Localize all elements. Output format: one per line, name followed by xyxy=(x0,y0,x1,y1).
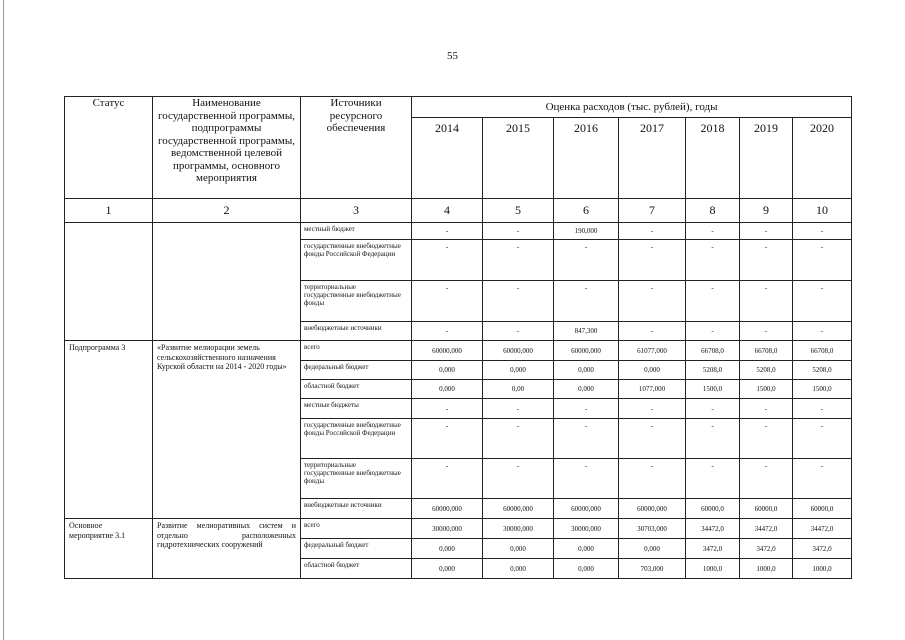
row-status: Основное мероприятие 3.1 xyxy=(65,519,153,579)
value-cell: 1500,0 xyxy=(686,380,740,399)
row-name xyxy=(153,223,301,341)
column-number: 7 xyxy=(619,199,686,223)
value-cell: - xyxy=(412,240,483,281)
value-cell: 0,000 xyxy=(412,539,483,559)
source-cell: федеральный бюджет xyxy=(301,361,412,380)
source-cell: местный бюджет xyxy=(301,223,412,240)
header-estimate: Оценка расходов (тыс. рублей), годы xyxy=(412,97,852,118)
value-cell: 30703,000 xyxy=(619,519,686,539)
value-cell: 5208,0 xyxy=(740,361,793,380)
header-year: 2019 xyxy=(740,118,793,199)
page-number: 55 xyxy=(447,50,458,62)
value-cell: 3472,0 xyxy=(740,539,793,559)
value-cell: - xyxy=(554,419,619,459)
value-cell: 34472,0 xyxy=(740,519,793,539)
value-cell: 60000,000 xyxy=(554,499,619,519)
value-cell: 1000,0 xyxy=(740,559,793,579)
value-cell: - xyxy=(554,281,619,322)
value-cell: 60000,000 xyxy=(619,499,686,519)
value-cell: - xyxy=(619,399,686,419)
source-cell: областной бюджет xyxy=(301,380,412,399)
value-cell: - xyxy=(686,459,740,499)
row-status: Подпрограмма 3 xyxy=(65,341,153,519)
value-cell: - xyxy=(740,322,793,341)
value-cell: - xyxy=(686,240,740,281)
value-cell: 5208,0 xyxy=(686,361,740,380)
page-left-edge xyxy=(3,0,4,640)
value-cell: 0,000 xyxy=(554,361,619,380)
value-cell: - xyxy=(619,459,686,499)
value-cell: - xyxy=(740,419,793,459)
header-sources: Источники ресурсного обеспечения xyxy=(301,97,412,199)
value-cell: - xyxy=(793,322,852,341)
value-cell: 30000,000 xyxy=(412,519,483,539)
row-name: «Развитие мелиорации земель сельскохозяйственного назначения Курской области на 2014 - 2020 годы» xyxy=(153,341,301,519)
value-cell: 60000,000 xyxy=(412,341,483,361)
value-cell: - xyxy=(740,240,793,281)
value-cell: 60000,000 xyxy=(483,499,554,519)
value-cell: 0,00 xyxy=(483,380,554,399)
value-cell: - xyxy=(554,240,619,281)
value-cell: - xyxy=(793,240,852,281)
header-year: 2016 xyxy=(554,118,619,199)
value-cell: 1000,0 xyxy=(686,559,740,579)
value-cell: 60000,0 xyxy=(740,499,793,519)
value-cell: - xyxy=(554,459,619,499)
value-cell: 0,000 xyxy=(619,539,686,559)
table-row xyxy=(65,223,852,240)
value-cell: - xyxy=(483,459,554,499)
value-cell: - xyxy=(619,240,686,281)
value-cell: 0,000 xyxy=(412,361,483,380)
value-cell: 3472,0 xyxy=(686,539,740,559)
value-cell: - xyxy=(793,223,852,240)
value-cell: - xyxy=(412,322,483,341)
value-cell: 34472,0 xyxy=(686,519,740,539)
value-cell: - xyxy=(412,459,483,499)
source-cell: государственные внебюджетные фонды Российской Федерации xyxy=(301,419,412,459)
value-cell: 0,000 xyxy=(412,559,483,579)
header-year: 2014 xyxy=(412,118,483,199)
value-cell: - xyxy=(793,281,852,322)
header-year: 2018 xyxy=(686,118,740,199)
value-cell: - xyxy=(740,281,793,322)
expenditure-table xyxy=(64,96,852,579)
value-cell: 703,000 xyxy=(619,559,686,579)
value-cell: 60000,000 xyxy=(554,341,619,361)
value-cell: 0,000 xyxy=(483,361,554,380)
header-year: 2015 xyxy=(483,118,554,199)
value-cell: 30000,000 xyxy=(483,519,554,539)
value-cell: - xyxy=(740,223,793,240)
source-cell: всего xyxy=(301,341,412,361)
value-cell: 60000,0 xyxy=(793,499,852,519)
value-cell: - xyxy=(619,419,686,459)
value-cell: - xyxy=(740,459,793,499)
row-status xyxy=(65,223,153,341)
value-cell: 60000,0 xyxy=(686,499,740,519)
column-number: 2 xyxy=(153,199,301,223)
source-cell: внебюджетные источники xyxy=(301,322,412,341)
value-cell: - xyxy=(686,223,740,240)
header-year: 2020 xyxy=(793,118,852,199)
column-number: 4 xyxy=(412,199,483,223)
value-cell: - xyxy=(619,223,686,240)
value-cell: - xyxy=(483,281,554,322)
value-cell: 190,000 xyxy=(554,223,619,240)
value-cell: - xyxy=(686,281,740,322)
value-cell: 0,000 xyxy=(483,539,554,559)
value-cell: - xyxy=(619,281,686,322)
source-cell: всего xyxy=(301,519,412,539)
header-year: 2017 xyxy=(619,118,686,199)
source-cell: федеральный бюджет xyxy=(301,539,412,559)
value-cell: - xyxy=(483,223,554,240)
header-name: Наименование государственной программы, подпрограммы государственной программы, ведомственной целевой программы, основного мероприятия xyxy=(153,97,301,199)
value-cell: 0,000 xyxy=(554,380,619,399)
value-cell: 1500,0 xyxy=(793,380,852,399)
value-cell: - xyxy=(793,399,852,419)
value-cell: 847,300 xyxy=(554,322,619,341)
value-cell: - xyxy=(686,399,740,419)
value-cell: 60000,000 xyxy=(483,341,554,361)
value-cell: 60000,000 xyxy=(412,499,483,519)
column-number: 6 xyxy=(554,199,619,223)
value-cell: 61077,000 xyxy=(619,341,686,361)
value-cell: - xyxy=(740,399,793,419)
value-cell: 66708,0 xyxy=(686,341,740,361)
value-cell: - xyxy=(483,399,554,419)
column-number: 3 xyxy=(301,199,412,223)
column-number: 10 xyxy=(793,199,852,223)
value-cell: 0,000 xyxy=(412,380,483,399)
value-cell: - xyxy=(619,322,686,341)
value-cell: 1500,0 xyxy=(740,380,793,399)
value-cell: 66708,0 xyxy=(793,341,852,361)
source-cell: государственные внебюджетные фонды Российской Федерации xyxy=(301,240,412,281)
value-cell: - xyxy=(483,419,554,459)
table-row xyxy=(65,341,852,361)
value-cell: - xyxy=(793,459,852,499)
value-cell: 30000,000 xyxy=(554,519,619,539)
value-cell: - xyxy=(412,281,483,322)
value-cell: - xyxy=(483,240,554,281)
column-number: 8 xyxy=(686,199,740,223)
source-cell: областной бюджет xyxy=(301,559,412,579)
value-cell: 1077,000 xyxy=(619,380,686,399)
value-cell: - xyxy=(412,223,483,240)
value-cell: - xyxy=(412,419,483,459)
column-number: 5 xyxy=(483,199,554,223)
value-cell: 3472,0 xyxy=(793,539,852,559)
value-cell: - xyxy=(412,399,483,419)
source-cell: местные бюджеты xyxy=(301,399,412,419)
value-cell: - xyxy=(686,322,740,341)
column-number: 1 xyxy=(65,199,153,223)
value-cell: 5208,0 xyxy=(793,361,852,380)
value-cell: - xyxy=(793,419,852,459)
row-name: Развитие мелиоративных систем и отдельно расположенных гидротехнических сооружений xyxy=(153,519,301,579)
source-cell: внебюджетные источники xyxy=(301,499,412,519)
source-cell: территориальные государственные внебюджетные фонды xyxy=(301,459,412,499)
value-cell: 0,000 xyxy=(483,559,554,579)
value-cell: - xyxy=(554,399,619,419)
value-cell: 66708,0 xyxy=(740,341,793,361)
value-cell: - xyxy=(686,419,740,459)
value-cell: 0,000 xyxy=(554,559,619,579)
value-cell: 0,000 xyxy=(554,539,619,559)
value-cell: 0,000 xyxy=(619,361,686,380)
column-number: 9 xyxy=(740,199,793,223)
source-cell: территориальные государственные внебюджетные фонды xyxy=(301,281,412,322)
header-status: Статус xyxy=(65,97,153,199)
table-row xyxy=(65,519,852,539)
value-cell: - xyxy=(483,322,554,341)
value-cell: 34472,0 xyxy=(793,519,852,539)
value-cell: 1000,0 xyxy=(793,559,852,579)
